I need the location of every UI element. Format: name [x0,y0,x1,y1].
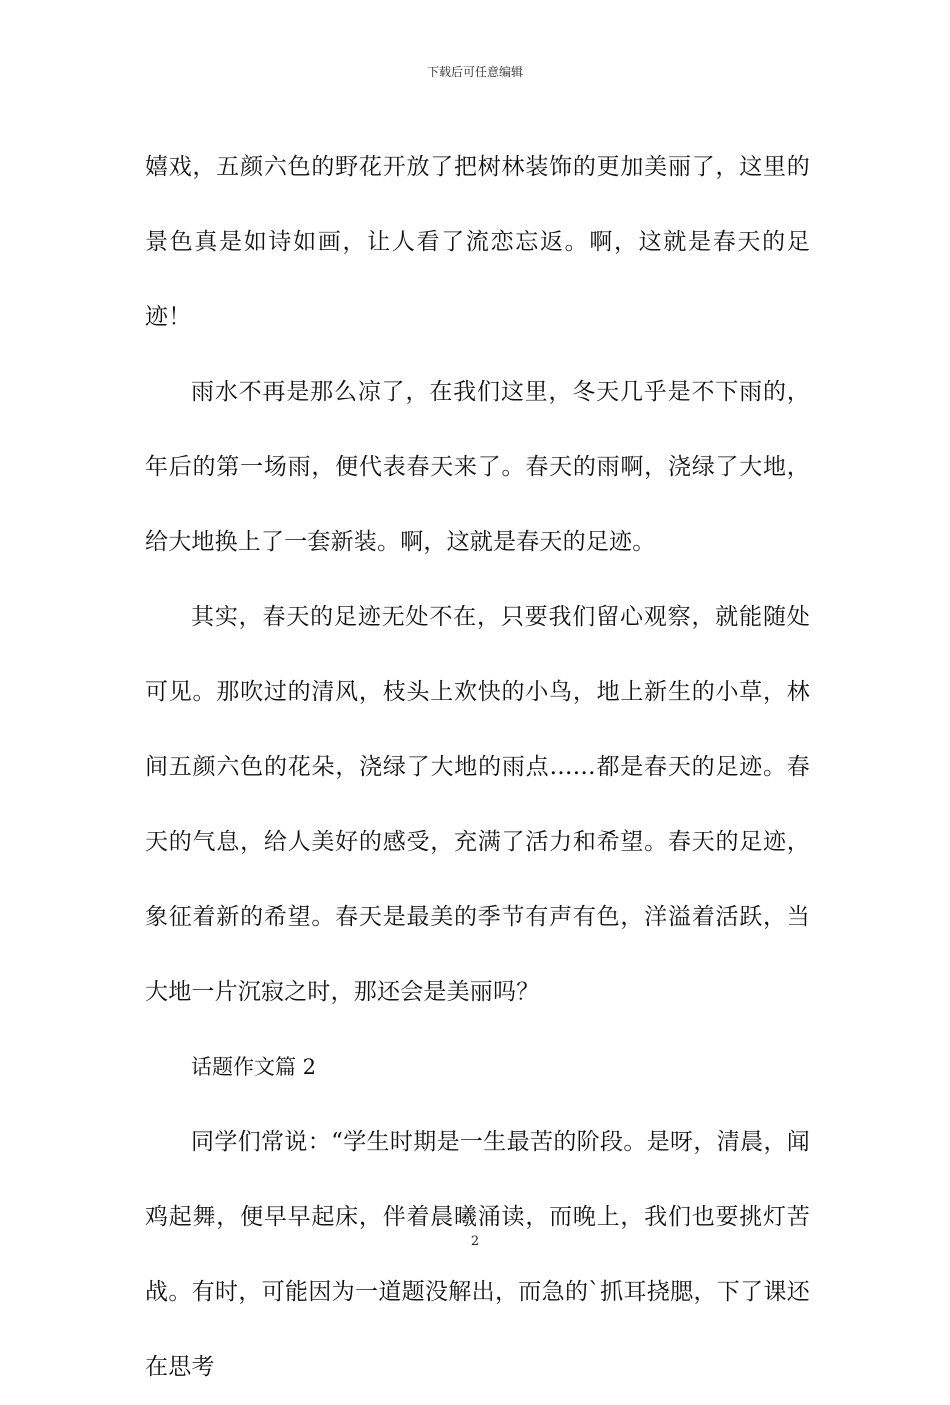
paragraph-student-life: 同学们常说：“学生时期是一生最苦的阶段。是呀，清晨，闻鸡起舞，便早早起床，伴着晨曦涌读，而晚上，我们也要挑灯苦战。有时，可能因为一道题没解出，而急的`抓耳挠腮，下了课还在思考 [145,1129,810,1380]
paragraph-rain: 雨水不再是那么凉了，在我们这里，冬天几乎是不下雨的，年后的第一场雨，便代表春天来了。春天的雨啊，浇绿了大地，给大地换上了一套新装。啊，这就是春天的足迹。 [145,379,810,555]
document-body [145,130,810,1405]
paragraph-continuation: 嬉戏，五颜六色的野花开放了把树林装饰的更加美丽了，这里的景色真是如诗如画，让人看了流恋忘返。啊，这就是春天的足迹！ [145,154,810,330]
page-header: 下载后可任意编辑 [426,65,523,79]
page-number: 2 [470,1234,480,1249]
paragraph-spring-footprints: 其实，春天的足迹无处不在，只要我们留心观察，就能随处可见。那吹过的清风，枝头上欢快的小鸟，地上新生的小草，林间五颜六色的花朵，浇绿了大地的雨点……都是春天的足迹。春天的气息，给人美好的感受，充满了活力和希望。春天的足迹，象征着新的希望。春天是最美的季节有声有色，洋溢着活跃，当大地一片沉寂之时，那还会是美丽吗？ [145,604,810,1005]
section-title: 话题作文篇 2 [191,1055,317,1079]
